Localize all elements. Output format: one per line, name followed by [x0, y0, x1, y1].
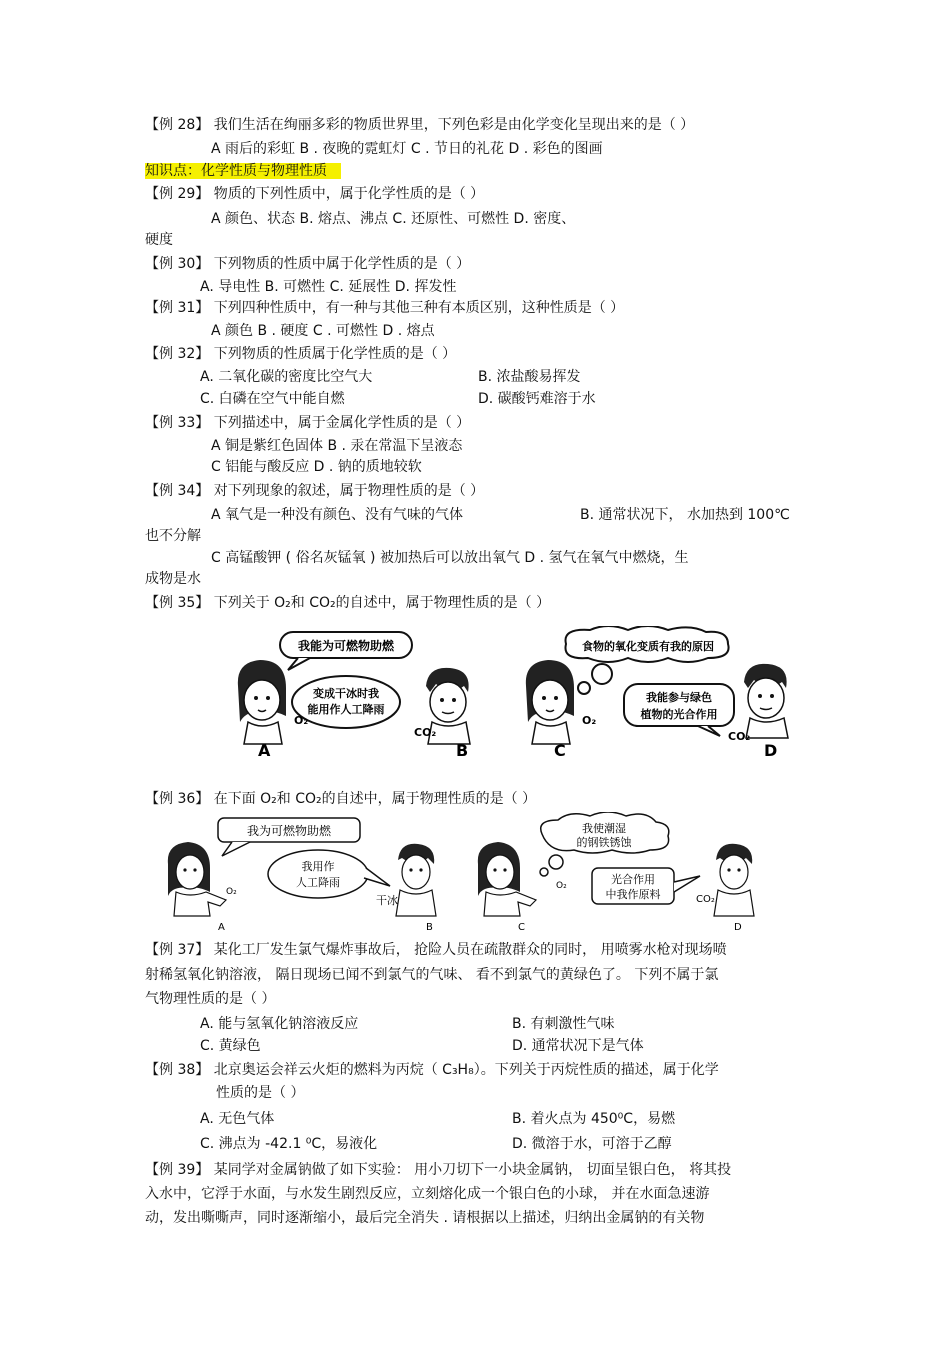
q37-option-a: A. 能与氢氧化钠溶液反应	[200, 1016, 359, 1032]
q38-option-c: C. 沸点为 -42.1 ⁰C，易液化	[200, 1136, 378, 1152]
q38-option-a: A. 无色气体	[200, 1111, 275, 1127]
q32-option-b: B. 浓盐酸易挥发	[478, 369, 581, 385]
q37-option-c: C. 黄绿色	[200, 1038, 261, 1054]
q32-option-a: A. 二氧化碳的密度比空气大	[200, 369, 373, 385]
q36-formula-c: O₂	[556, 881, 567, 891]
q34-options-cd: C 高锰酸钾 ( 俗名灰锰氧 ) 被加热后可以放出氧气 D . 氢气在氧气中燃烧，生	[211, 550, 689, 566]
q38-stem-line1: 【例 38】 北京奥运会祥云火炬的燃料为丙烷（ C₃H₈）。下列关于丙烷性质的描述，属于化学	[145, 1062, 719, 1078]
q30-stem: 【例 30】 下列物质的性质中属于化学性质的是（ ）	[145, 256, 471, 272]
q36-formula-a: O₂	[226, 887, 237, 897]
q36-bubble-b-line2: 人工降雨	[296, 876, 340, 889]
q36-label-d: D	[734, 922, 742, 933]
q29-options-cont: 硬度	[145, 232, 173, 248]
q36-bubble-c-line1: 我使潮湿	[582, 822, 626, 835]
q39-stem-line2: 入水中，它浮于水面，与水发生剧烈反应，立刻熔化成一个银白色的小球， 并在水面急速游	[145, 1186, 710, 1202]
q33-options-ab: A 铜是紫红色固体 B . 汞在常温下呈液态	[211, 438, 463, 454]
q35-formula-a: O₂	[294, 714, 309, 727]
boy-figure-d	[714, 844, 754, 916]
q32-option-d: D. 碳酸钙难溶于水	[478, 391, 596, 407]
q36-figure	[160, 812, 810, 936]
q37-option-b: B. 有刺激性气味	[512, 1016, 615, 1032]
q35-stem: 【例 35】 下列关于 O₂和 CO₂的自述中，属于物理性质的是（ ）	[145, 595, 551, 611]
q36-bubble-a-text: 我为可燃物助燃	[246, 824, 332, 838]
q30-options: A. 导电性 B. 可燃性 C. 延展性 D. 挥发性	[200, 279, 457, 295]
q36-bubble-b-line1: 我用作	[301, 860, 335, 873]
q33-stem: 【例 33】 下列描述中，属于金属化学性质的是（ ）	[145, 415, 471, 431]
q36-label-a: A	[218, 922, 225, 933]
q29-options: A 颜色、状态 B. 熔点、沸点 C. 还原性、可燃性 D. 密度、	[211, 211, 576, 227]
q35-bubble-b	[292, 676, 400, 728]
q36-label-b: B	[426, 922, 433, 933]
q35-formula-d: CO₂	[728, 730, 751, 743]
girl-figure-c	[526, 660, 574, 744]
girl-figure-c	[478, 842, 536, 916]
girl-figure-a	[238, 660, 286, 744]
q36-bubble-d-line2: 中我作原料	[605, 888, 661, 901]
q35-figure	[228, 626, 808, 761]
q29-stem: 【例 29】 物质的下列性质中，属于化学性质的是（ ）	[145, 186, 485, 202]
q36-stem: 【例 36】 在下面 O₂和 CO₂的自述中，属于物理性质的是（ ）	[145, 791, 537, 807]
q35-label-b: B	[456, 741, 469, 760]
q35-formula-b: CO₂	[414, 726, 437, 739]
boy-figure-d	[744, 664, 788, 738]
q35-label-d: D	[764, 741, 778, 760]
q35-label-a: A	[258, 741, 271, 760]
boy-figure-b	[396, 844, 436, 916]
q39-stem-line1: 【例 39】 某同学对金属钠做了如下实验： 用小刀切下一小块金属钠， 切面呈银白色， 将其投	[145, 1162, 732, 1178]
q36-bubble-b	[268, 850, 368, 898]
q35-bubble-d-line1: 我能参与绿色	[646, 691, 712, 704]
q34-option-b-cont: 也不分解	[145, 528, 201, 544]
q36-bubble-d-line1: 光合作用	[611, 873, 655, 886]
q31-options: A 颜色 B . 硬度 C . 可燃性 D . 熔点	[211, 323, 435, 339]
q35-bubble-b-line1: 变成干冰时我	[313, 687, 379, 700]
q35-bubble-a-text: 我能为可燃物助燃	[297, 639, 395, 653]
q28-stem: 【例 28】 我们生活在绚丽多彩的物质世界里，下列色彩是由化学变化呈现出来的是（ ）	[145, 117, 695, 133]
q34-options-cd-cont: 成物是水	[145, 571, 201, 587]
q36-bubble-c-line2: 的钢铁锈蚀	[576, 836, 632, 849]
q37-stem-line2: 射稀氢氧化钠溶液， 隔日现场已闻不到氯气的气味、 看不到氯气的黄绿色了。 下列不属于氯	[145, 967, 719, 983]
q36-formula-b: 干冰	[376, 894, 398, 907]
knowledge-point-heading	[145, 162, 341, 180]
q38-option-d: D. 微溶于水，可溶于乙醇	[512, 1136, 672, 1152]
q34-stem: 【例 34】 对下列现象的叙述，属于物理性质的是（ ）	[145, 483, 485, 499]
q37-stem-line1: 【例 37】 某化工厂发生氯气爆炸事故后， 抢险人员在疏散群众的同时， 用喷雾水枪对现场喷	[145, 942, 727, 958]
q34-option-a: A 氧气是一种没有颜色、没有气味的气体	[211, 507, 464, 523]
q35-bubble-c-text: 食物的氧化变质有我的原因	[582, 640, 714, 653]
q35-bubble-d-line2: 植物的光合作用	[640, 708, 718, 721]
q35-formula-c: O₂	[582, 714, 597, 727]
q35-label-c: C	[554, 741, 566, 760]
q36-formula-d: CO₂	[696, 894, 715, 905]
q33-options-cd: C 铝能与酸反应 D . 钠的质地较软	[211, 459, 422, 475]
q39-stem-line3: 动，发出嘶嘶声，同时逐渐缩小，最后完全消失 . 请根据以上描述，归纳出金属钠的有关物	[145, 1210, 705, 1226]
girl-figure-a	[168, 842, 226, 916]
highlighted-heading: 知识点：化学性质与物理性质	[145, 163, 341, 179]
q35-bubble-b-line2: 能用作人工降雨	[307, 703, 385, 716]
q38-stem-line2: 性质的是（ ）	[216, 1085, 305, 1101]
q38-option-b: B. 着火点为 450⁰C，易燃	[512, 1111, 676, 1127]
q32-option-c: C. 白磷在空气中能自燃	[200, 391, 345, 407]
q36-label-c: C	[518, 922, 525, 933]
q37-stem-line3: 气物理性质的是（ ）	[145, 991, 276, 1007]
q34-option-b: B. 通常状况下， 水加热到 100℃	[580, 507, 790, 523]
q37-option-d: D. 通常状况下是气体	[512, 1038, 644, 1054]
q28-options: A 雨后的彩虹 B . 夜晚的霓虹灯 C . 节日的礼花 D . 彩色的图画	[211, 141, 603, 157]
q32-stem: 【例 32】 下列物质的性质属于化学性质的是（ ）	[145, 346, 457, 362]
q31-stem: 【例 31】 下列四种性质中，有一种与其他三种有本质区别，这种性质是（ ）	[145, 300, 625, 316]
